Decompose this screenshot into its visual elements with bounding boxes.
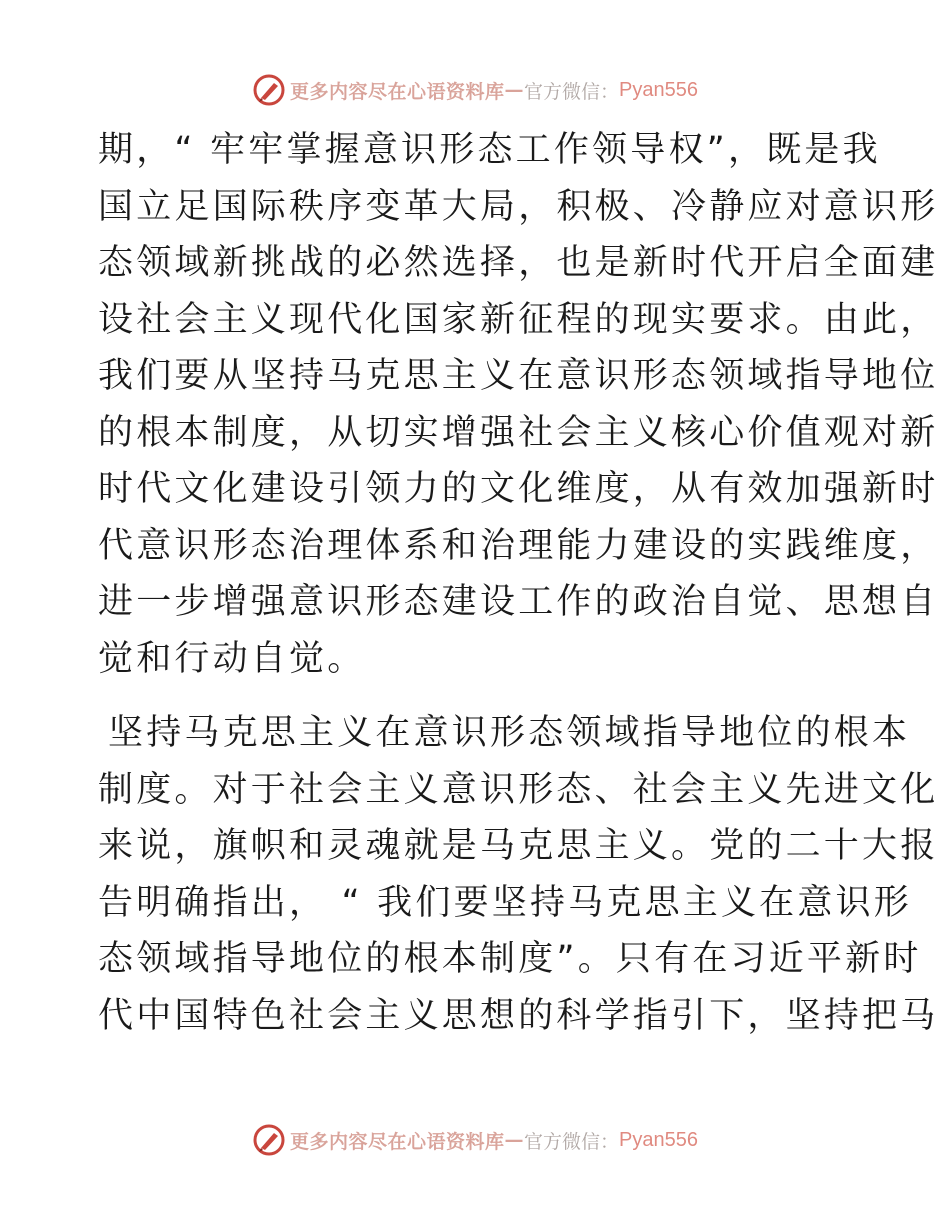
- paragraph-spacer: [98, 687, 868, 705]
- document-body: [98, 122, 939, 1044]
- pen-logo-icon: [252, 73, 286, 107]
- watermark-dash: —: [504, 1129, 525, 1151]
- text-line: 代中国特色社会主义思想的科学指引下，坚持把马: [98, 995, 939, 1036]
- watermark-text: 更多内容尽在心语资料库: [290, 1130, 505, 1153]
- paragraph-1: [98, 122, 939, 687]
- text-line: 态领域指导地位的根本制度”。只有在习近平新时: [98, 939, 922, 979]
- watermark-contact-id: Pyan556: [619, 78, 698, 101]
- pen-logo-icon: [252, 1123, 286, 1157]
- text-line: 制度。对于社会主义意识形态、社会主义先进文化: [98, 769, 939, 810]
- paragraph-2: [98, 705, 939, 1044]
- text-line: 时代文化建设引领力的文化维度，从有效加强新时: [98, 469, 939, 509]
- text-line: 告明确指出， “ 我们要坚持马克思主义在意识形: [98, 882, 912, 923]
- text-line: 代意识形态治理体系和治理能力建设的实践维度，: [98, 525, 939, 566]
- text-line: 我们要从坚持马克思主义在意识形态领域指导地位: [98, 356, 939, 396]
- text-line: 的根本制度，从切实增强社会主义核心价值观对新: [98, 412, 939, 453]
- footer-watermark: [0, 1120, 950, 1160]
- text-line: 觉和行动自觉。: [98, 638, 366, 679]
- watermark-contact-label: 官方微信：: [524, 80, 620, 103]
- header-watermark: [0, 70, 950, 110]
- text-line: 期，“ 牢牢掌握意识形态工作领导权”，既是我: [98, 130, 881, 170]
- text-line: 坚持马克思主义在意识形态领域指导地位的根本: [108, 713, 911, 753]
- watermark-contact-label: 官方微信：: [524, 1130, 620, 1153]
- watermark-contact-id: Pyan556: [619, 1128, 698, 1151]
- watermark-dash: —: [504, 79, 525, 101]
- text-line: 设社会主义现代化国家新征程的现实要求。由此，: [98, 299, 939, 340]
- text-line: 态领域新挑战的必然选择，也是新时代开启全面建: [98, 243, 939, 283]
- text-line: 进一步增强意识形态建设工作的政治自觉、思想自: [98, 582, 939, 622]
- text-line: 国立足国际秩序变革大局，积极、冷静应对意识形: [98, 186, 939, 227]
- text-line: 来说，旗帜和灵魂就是马克思主义。党的二十大报: [98, 826, 939, 866]
- watermark-text: 更多内容尽在心语资料库: [290, 80, 505, 103]
